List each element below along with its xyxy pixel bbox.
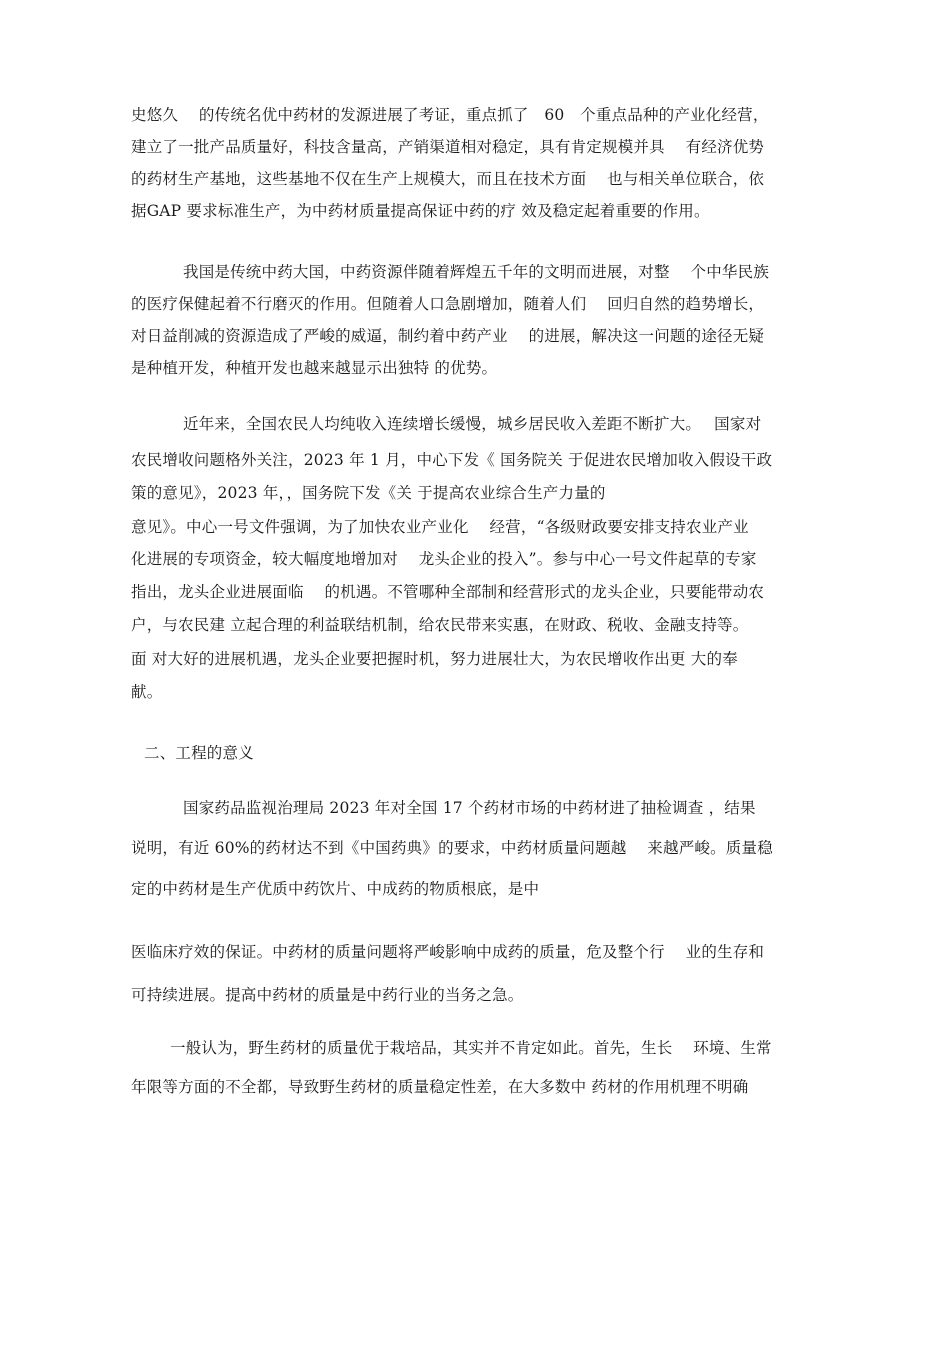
text-line: 说明，有近 60%的药材达不到《中国药典》的要求，中药材质量问题越 来越严峻。质量稳	[131, 839, 773, 857]
text-line: 近年来，全国农民人均纯收入连续增长缓慢，城乡居民收入差距不断扩大。 国家对	[183, 415, 762, 433]
text-line: 一般认为，野生药材的质量优于栽培品，其实并不肯定如此。首先，生长 环境、生常	[170, 1039, 772, 1057]
text-line: 献。	[131, 683, 163, 701]
text-line: 面 对大好的进展机遇，龙头企业要把握时机，努力进展壮大，为农民增收作出更 大的奉	[131, 650, 738, 668]
text-line: 指出，龙头企业进展面临 的机遇。不管哪种全部制和经营形式的龙头企业，只要能带动农	[131, 583, 765, 601]
text-line: 的医疗保健起着不行磨灭的作用。但随着人口急剧增加，随着人们 回归自然的趋势增长，	[131, 295, 765, 313]
text-line: 的药材生产基地，这些基地不仅在生产上规模大，而且在技术方面 也与相关单位联合，依	[131, 170, 765, 188]
text-line: 建立了一批产品质量好，科技含量高，产销渠道相对稳定，具有肯定规模并具 有经济优势	[131, 138, 765, 156]
text-line: 策的意见》，2023 年，，国务院下发《关 于提高农业综合生产力量的	[131, 484, 606, 502]
text-line: 意见》。中心一号文件强调，为了加快农业产业化 经营，“各级财政要安排支持农业产业	[131, 518, 749, 536]
text-line: 是种植开发，种植开发也越来越显示出独特 的优势。	[131, 359, 498, 377]
text-line: 化进展的专项资金，较大幅度地增加对 龙头企业的投入”。参与中心一号文件起草的专家	[131, 550, 757, 568]
text-line: 我国是传统中药大国，中药资源伴随着辉煌五千年的文明而进展，对整 个中华民族	[183, 263, 770, 281]
text-line: 户，与农民建 立起合理的利益联结机制，给农民带来实惠，在财政、税收、金融支持等。	[131, 616, 749, 634]
section-heading: 二、工程的意义	[144, 744, 254, 762]
text-line: 可持续进展。提高中药材的质量是中药行业的当务之急。	[131, 986, 524, 1004]
text-line: 国家药品监视治理局 2023 年对全国 17 个药材市场的中药材进了抽检调查 ，结果	[183, 799, 756, 817]
text-line: 定的中药材是生产优质中药饮片、中成药的物质根底，是中	[131, 880, 540, 898]
text-line: 史悠久 的传统名优中药材的发源进展了考证，重点抓了 60 个重点品种的产业化经营，	[131, 106, 769, 124]
text-line: 医临床疗效的保证。中药材的质量问题将严峻影响中成药的质量，危及整个行 业的生存和	[131, 943, 765, 961]
text-line: 据GAP 要求标准生产，为中药材质量提高保证中药的疗 效及稳定起着重要的作用。	[131, 202, 710, 220]
text-line: 年限等方面的不全都，导致野生药材的质量稳定性差，在大多数中 药材的作用机理不明确	[131, 1078, 749, 1096]
text-line: 对日益削减的资源造成了严峻的威逼，制约着中药产业 的进展，解决这一问题的途径无疑	[131, 327, 765, 345]
text-line: 农民增收问题格外关注，2023 年 1 月，中心下发《 国务院关 于促进农民增加收入假设干政	[131, 451, 773, 469]
